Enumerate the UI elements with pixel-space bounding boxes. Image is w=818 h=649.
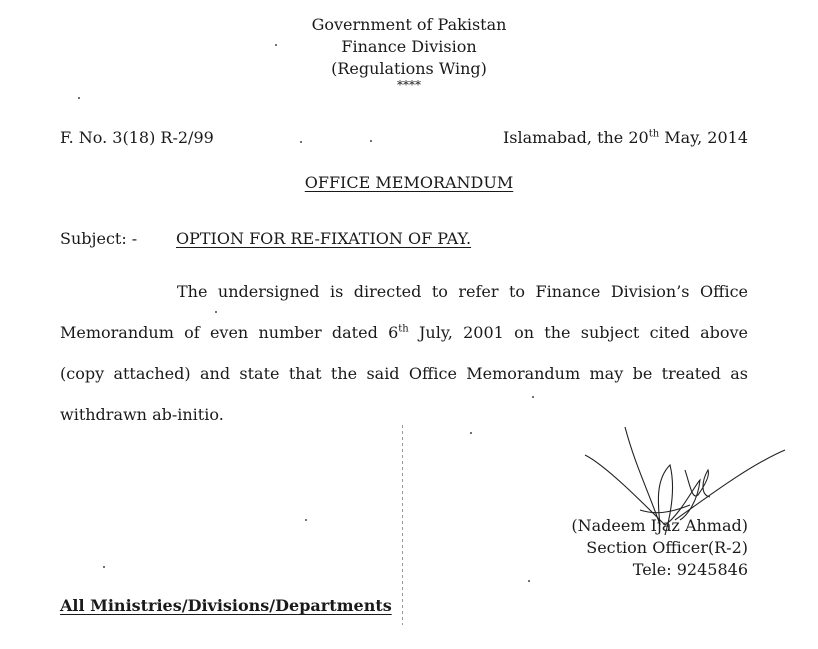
scan-speck <box>275 44 277 46</box>
header-wing: (Regulations Wing) <box>331 59 487 78</box>
scan-artifact-line <box>402 425 403 625</box>
subject-text: OPTION FOR RE-FIXATION OF PAY. <box>176 229 472 248</box>
place-date-sup: th <box>648 128 660 140</box>
scan-speck <box>528 580 530 582</box>
place-date <box>503 128 748 147</box>
subject-label: Subject: - <box>60 229 138 248</box>
body-line-2a: Memorandum of even number dated 6 <box>60 323 399 342</box>
scan-speck <box>532 396 534 398</box>
header-division: Finance Division <box>341 37 477 56</box>
scan-speck <box>470 432 472 434</box>
body-line-3: (copy attached) and state that the said Office Memorandum may be treated as <box>60 364 748 383</box>
signatory-designation: Section Officer(R-2) <box>586 538 748 557</box>
body-line-1: The undersigned is directed to refer to Finance Division’s Office <box>177 282 748 301</box>
scan-speck <box>305 519 307 521</box>
body-line-2 <box>60 312 748 353</box>
body-paragraph <box>60 271 748 435</box>
memo-title: OFFICE MEMORANDUM <box>304 173 514 192</box>
addressee: All Ministries/Divisions/Departments <box>60 596 392 615</box>
signatory-tele: Tele: 9245846 <box>632 560 748 579</box>
body-line-2-sup: th <box>398 323 409 335</box>
scan-speck <box>103 566 105 568</box>
place-date-prefix: Islamabad, the 20 <box>502 128 649 147</box>
scan-speck <box>215 311 217 313</box>
scan-speck <box>78 97 80 99</box>
header-stars: **** <box>397 78 421 92</box>
signatory-name: (Nadeem Ijaz Ahmad) <box>571 516 748 535</box>
body-line-2b: July, 2001 on the subject cited above <box>408 323 749 342</box>
place-date-suffix: May, 2014 <box>659 128 748 147</box>
header-government: Government of Pakistan <box>311 15 507 34</box>
scan-speck <box>370 140 372 142</box>
file-number: F. No. 3(18) R-2/99 <box>60 128 214 147</box>
scan-speck <box>300 141 302 143</box>
body-line-4: withdrawn ab-initio. <box>60 405 224 424</box>
